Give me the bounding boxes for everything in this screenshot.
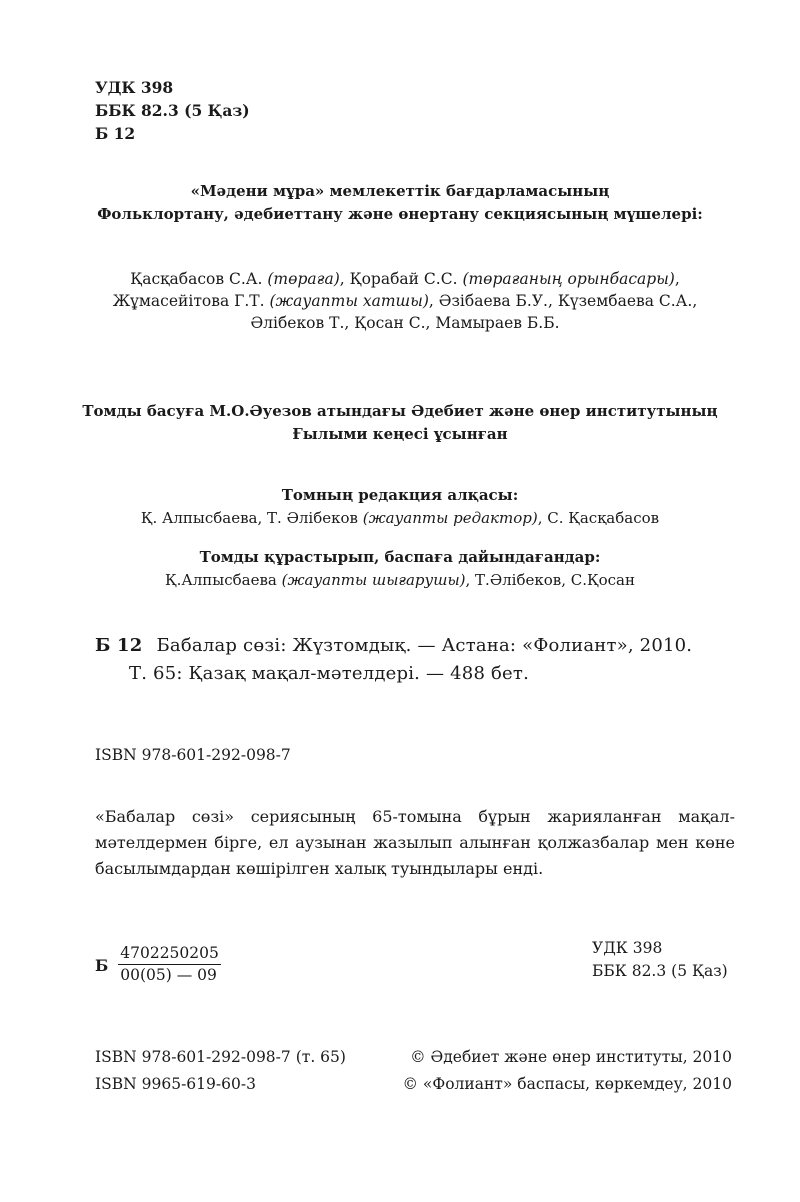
- catalog-code: Б 12: [95, 635, 143, 656]
- classification-codes: [95, 76, 250, 145]
- isbn-list: [95, 1044, 346, 1098]
- editorial-board: [0, 484, 800, 530]
- program-heading: [0, 180, 800, 226]
- annotation-line-1: «Бабалар сөзі» сериясының 65-томына бұрын жарияланған мақал-: [95, 807, 735, 826]
- fraction-letter: Б: [95, 956, 109, 975]
- isbn-volume: ISBN 978-601-292-098-7 (т. 65): [95, 1048, 346, 1066]
- editorial-heading: Томның редакция алқасы:: [281, 486, 519, 504]
- editorial-names: Қ. Алпысбаева, Т. Әлібеков (жауапты редактор), С. Қасқабасов: [140, 509, 660, 527]
- bbk-code: ББК 82.3 (5 Қаз): [95, 101, 250, 120]
- fraction: [118, 944, 221, 985]
- annotation: [95, 804, 735, 882]
- isbn-series: ISBN 9965-619-60-3: [95, 1075, 256, 1093]
- copyright-institute: © Әдебиет және өнер институты, 2010: [410, 1048, 732, 1066]
- members-line-1: Қасқабасов С.А. (төраға), Қорабай С.С. (төрағаның орынбасары),: [130, 270, 680, 288]
- author-mark: Б 12: [95, 124, 136, 143]
- role-editor: (жауапты редактор): [362, 509, 538, 527]
- program-line-1: «Мәдени мұра» мемлекеттік бағдарламасының: [190, 182, 610, 200]
- compilers-names: Қ.Алпысбаева (жауапты шығарушы), Т.Әлібеков, С.Қосан: [165, 571, 635, 589]
- recommendation-line-1: Томды басуға М.О.Әуезов атындағы Әдебиет және өнер институтының: [82, 402, 718, 420]
- role-chair: (төраға): [267, 270, 340, 288]
- role-issuer: (жауапты шығарушы): [281, 571, 466, 589]
- udk-code: УДК 398: [95, 78, 174, 97]
- bottom-classification-codes: [592, 937, 728, 983]
- bottom-udk: УДК 398: [592, 939, 663, 957]
- catalog-line-2: Т. 65: Қазақ мақал-мәтелдері. — 488 бет.: [129, 663, 529, 684]
- copyright-publisher: © «Фолиант» баспасы, көркемдеу, 2010: [402, 1075, 732, 1093]
- recommendation-line-2: Ғылыми кеңесі ұсынған: [292, 425, 508, 443]
- fraction-denominator: 00(05) — 09: [120, 966, 217, 984]
- catalog-line-1: Б 12 Бабалар сөзі: Жүзтомдық. — Астана: «Фолиант», 2010.: [95, 635, 693, 656]
- bottom-bbk: ББК 82.3 (5 Қаз): [592, 962, 728, 980]
- price-code-fraction: [95, 944, 221, 985]
- catalog-record: [95, 632, 692, 688]
- recommendation-note: [0, 400, 800, 446]
- compilers: [0, 546, 800, 592]
- members-line-3: Әлібеков Т., Қосан С., Мамыраев Б.Б.: [250, 314, 560, 332]
- annotation-line-3: басылымдардан көшірілген халық туындылары енді.: [95, 859, 544, 878]
- fraction-numerator: 4702250205: [118, 944, 221, 965]
- compilers-heading: Томды құрастырып, баспаға дайындағандар:: [199, 548, 601, 566]
- annotation-line-2: мәтелдермен бірге, ел аузынан жазылып алынған қолжазбалар мен көне: [95, 833, 735, 852]
- copyright-notices: [402, 1044, 732, 1098]
- isbn-main: ISBN 978-601-292-098-7: [95, 746, 291, 764]
- role-secretary: (жауапты хатшы): [269, 292, 429, 310]
- program-line-2: Фольклортану, әдебиеттану және өнертану секциясының мүшелері:: [97, 205, 703, 223]
- role-vice-chair: (төрағаның орынбасары): [462, 270, 675, 288]
- section-members: [60, 268, 750, 334]
- members-line-2: Жұмасейітова Г.Т. (жауапты хатшы), Әзібаева Б.У., Күзембаева С.А.,: [112, 292, 698, 310]
